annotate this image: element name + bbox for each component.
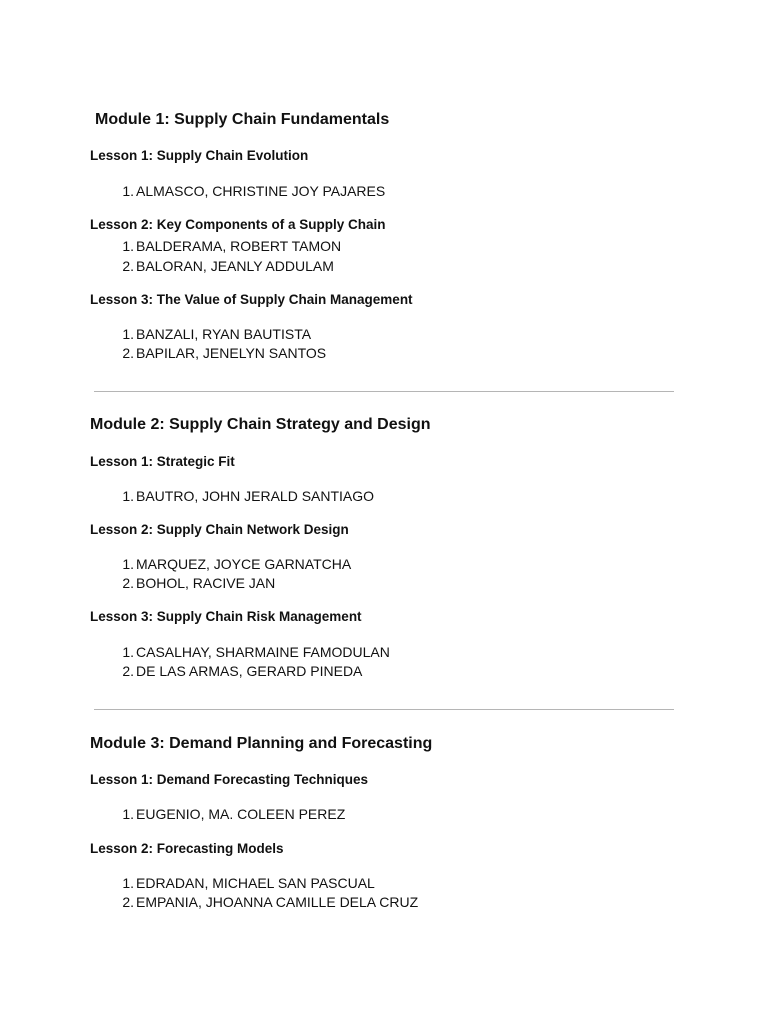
list-number: 2. (122, 894, 134, 910)
list-number: 1. (122, 556, 134, 572)
member-name: EMPANIA, JHOANNA CAMILLE DELA CRUZ (136, 894, 419, 910)
member-name: BALORAN, JEANLY ADDULAM (136, 258, 334, 274)
module-2-lesson-1-title: Lesson 1: Strategic Fit (90, 454, 235, 469)
module-1-lesson-3-title: Lesson 3: The Value of Supply Chain Management (90, 292, 413, 307)
list-number: 2. (122, 575, 134, 591)
module-1-lesson-1-title: Lesson 1: Supply Chain Evolution (90, 148, 309, 163)
list-number: 1. (122, 183, 134, 199)
list-number: 1. (122, 488, 134, 504)
member-name: EUGENIO, MA. COLEEN PEREZ (136, 806, 346, 822)
list-number: 1. (122, 806, 134, 822)
member-name: BOHOL, RACIVE JAN (136, 575, 276, 591)
module-2-title: Module 2: Supply Chain Strategy and Design (90, 416, 431, 433)
list-number: 1. (122, 644, 134, 660)
module-1-title: Module 1: Supply Chain Fundamentals (95, 111, 390, 128)
member-name: EDRADAN, MICHAEL SAN PASCUAL (136, 875, 375, 891)
module-3-lesson-2-title: Lesson 2: Forecasting Models (90, 841, 284, 856)
member-name: DE LAS ARMAS, GERARD PINEDA (136, 663, 363, 679)
member-name: BALDERAMA, ROBERT TAMON (136, 238, 342, 254)
module-2-lesson-3-title: Lesson 3: Supply Chain Risk Management (90, 609, 362, 624)
list-number: 2. (122, 258, 134, 274)
module-3-title: Module 3: Demand Planning and Forecasting (90, 735, 433, 752)
list-number: 2. (122, 663, 134, 679)
member-name: ALMASCO, CHRISTINE JOY PAJARES (136, 183, 386, 199)
member-name: BAUTRO, JOHN JERALD SANTIAGO (136, 488, 375, 504)
list-number: 2. (122, 345, 134, 361)
section-divider (94, 391, 674, 392)
member-name: MARQUEZ, JOYCE GARNATCHA (136, 556, 352, 572)
list-number: 1. (122, 326, 134, 342)
list-number: 1. (122, 875, 134, 891)
list-number: 1. (122, 238, 134, 254)
member-name: BAPILAR, JENELYN SANTOS (136, 345, 327, 361)
member-name: BANZALI, RYAN BAUTISTA (136, 326, 312, 342)
module-1-lesson-2-title: Lesson 2: Key Components of a Supply Chain (90, 217, 386, 232)
section-divider (94, 709, 674, 710)
module-3-lesson-1-title: Lesson 1: Demand Forecasting Techniques (90, 772, 369, 787)
member-name: CASALHAY, SHARMAINE FAMODULAN (136, 644, 390, 660)
module-2-lesson-2-title: Lesson 2: Supply Chain Network Design (90, 522, 349, 537)
